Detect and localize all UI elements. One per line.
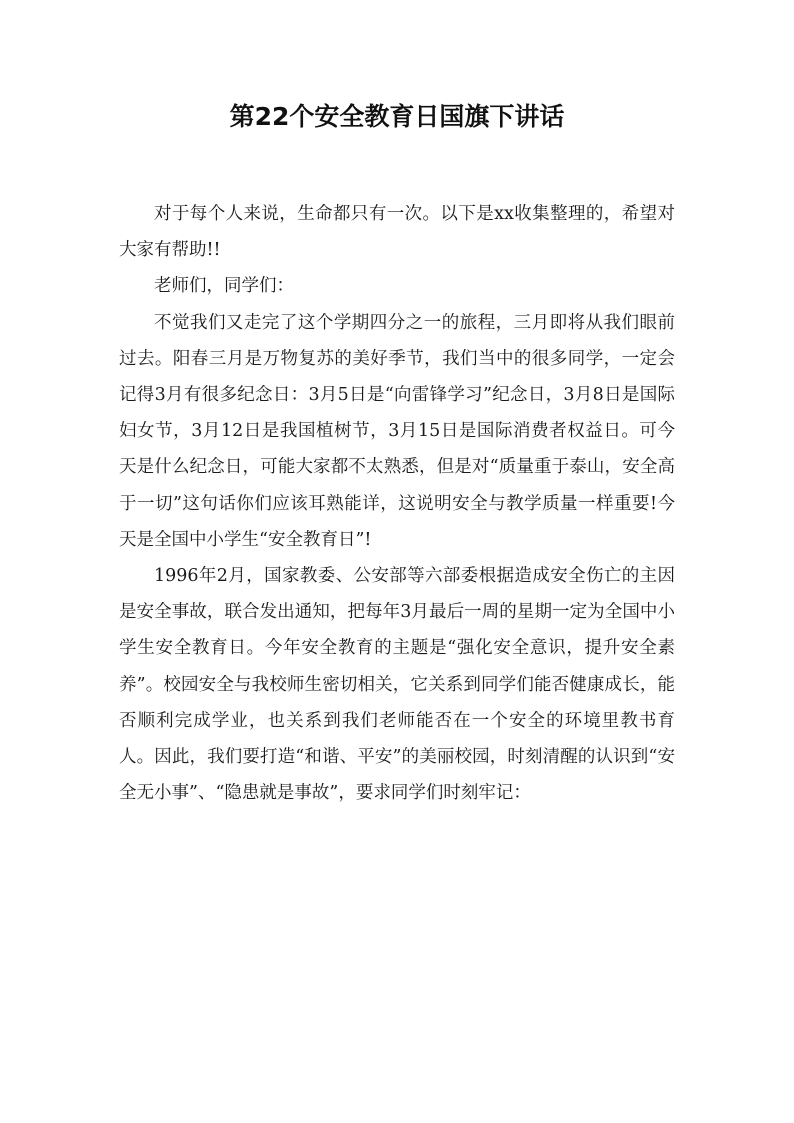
document-title: 第22个安全教育日国旗下讲话 <box>229 102 565 131</box>
paragraph-safety-education-day: 1996年2月，国家教委、公安部等六部委根据造成安全伤亡的主因是安全事故，联合发出通知，把每年3月最后一周的星期一定为全国中小学生安全教育日。今年安全教育的主题是“强化安全意识，提升安全素养”。校园安全与我校师生密切相关，它关系到同学们能否健康成长，能否顺利完成学业，也关系到我们老师能否在一个安全的环境里教书育人。因此，我们要打造“和谐、平安”的美丽校园，时刻清醒的认识到“安全无小事”、“隐患就是事故”，要求同学们时刻牢记： <box>119 566 675 804</box>
paragraph-greeting: 老师们，同学们： <box>154 276 294 297</box>
document-body <box>119 196 675 811</box>
paragraph-intro: 对于每个人来说，生命都只有一次。以下是xx收集整理的，希望对大家有帮助!! <box>119 204 675 261</box>
paragraph-march-commemorations: 不觉我们又走完了这个学期四分之一的旅程，三月即将从我们眼前过去。阳春三月是万物复苏的美好季节，我们当中的很多同学，一定会记得3月有很多纪念日：3月5日是“向雷锋学习”纪念日，3月8日是国际妇女节，3月12日是我国植树节，3月15日是国际消费者权益日。可今天是什么纪念日，可能大家都不太熟悉，但是对“质量重于泰山，安全高于一切”这句话你们应该耳熟能详，这说明安全与教学质量一样重要!今天是全国中小学生“安全教育日”! <box>119 312 675 550</box>
